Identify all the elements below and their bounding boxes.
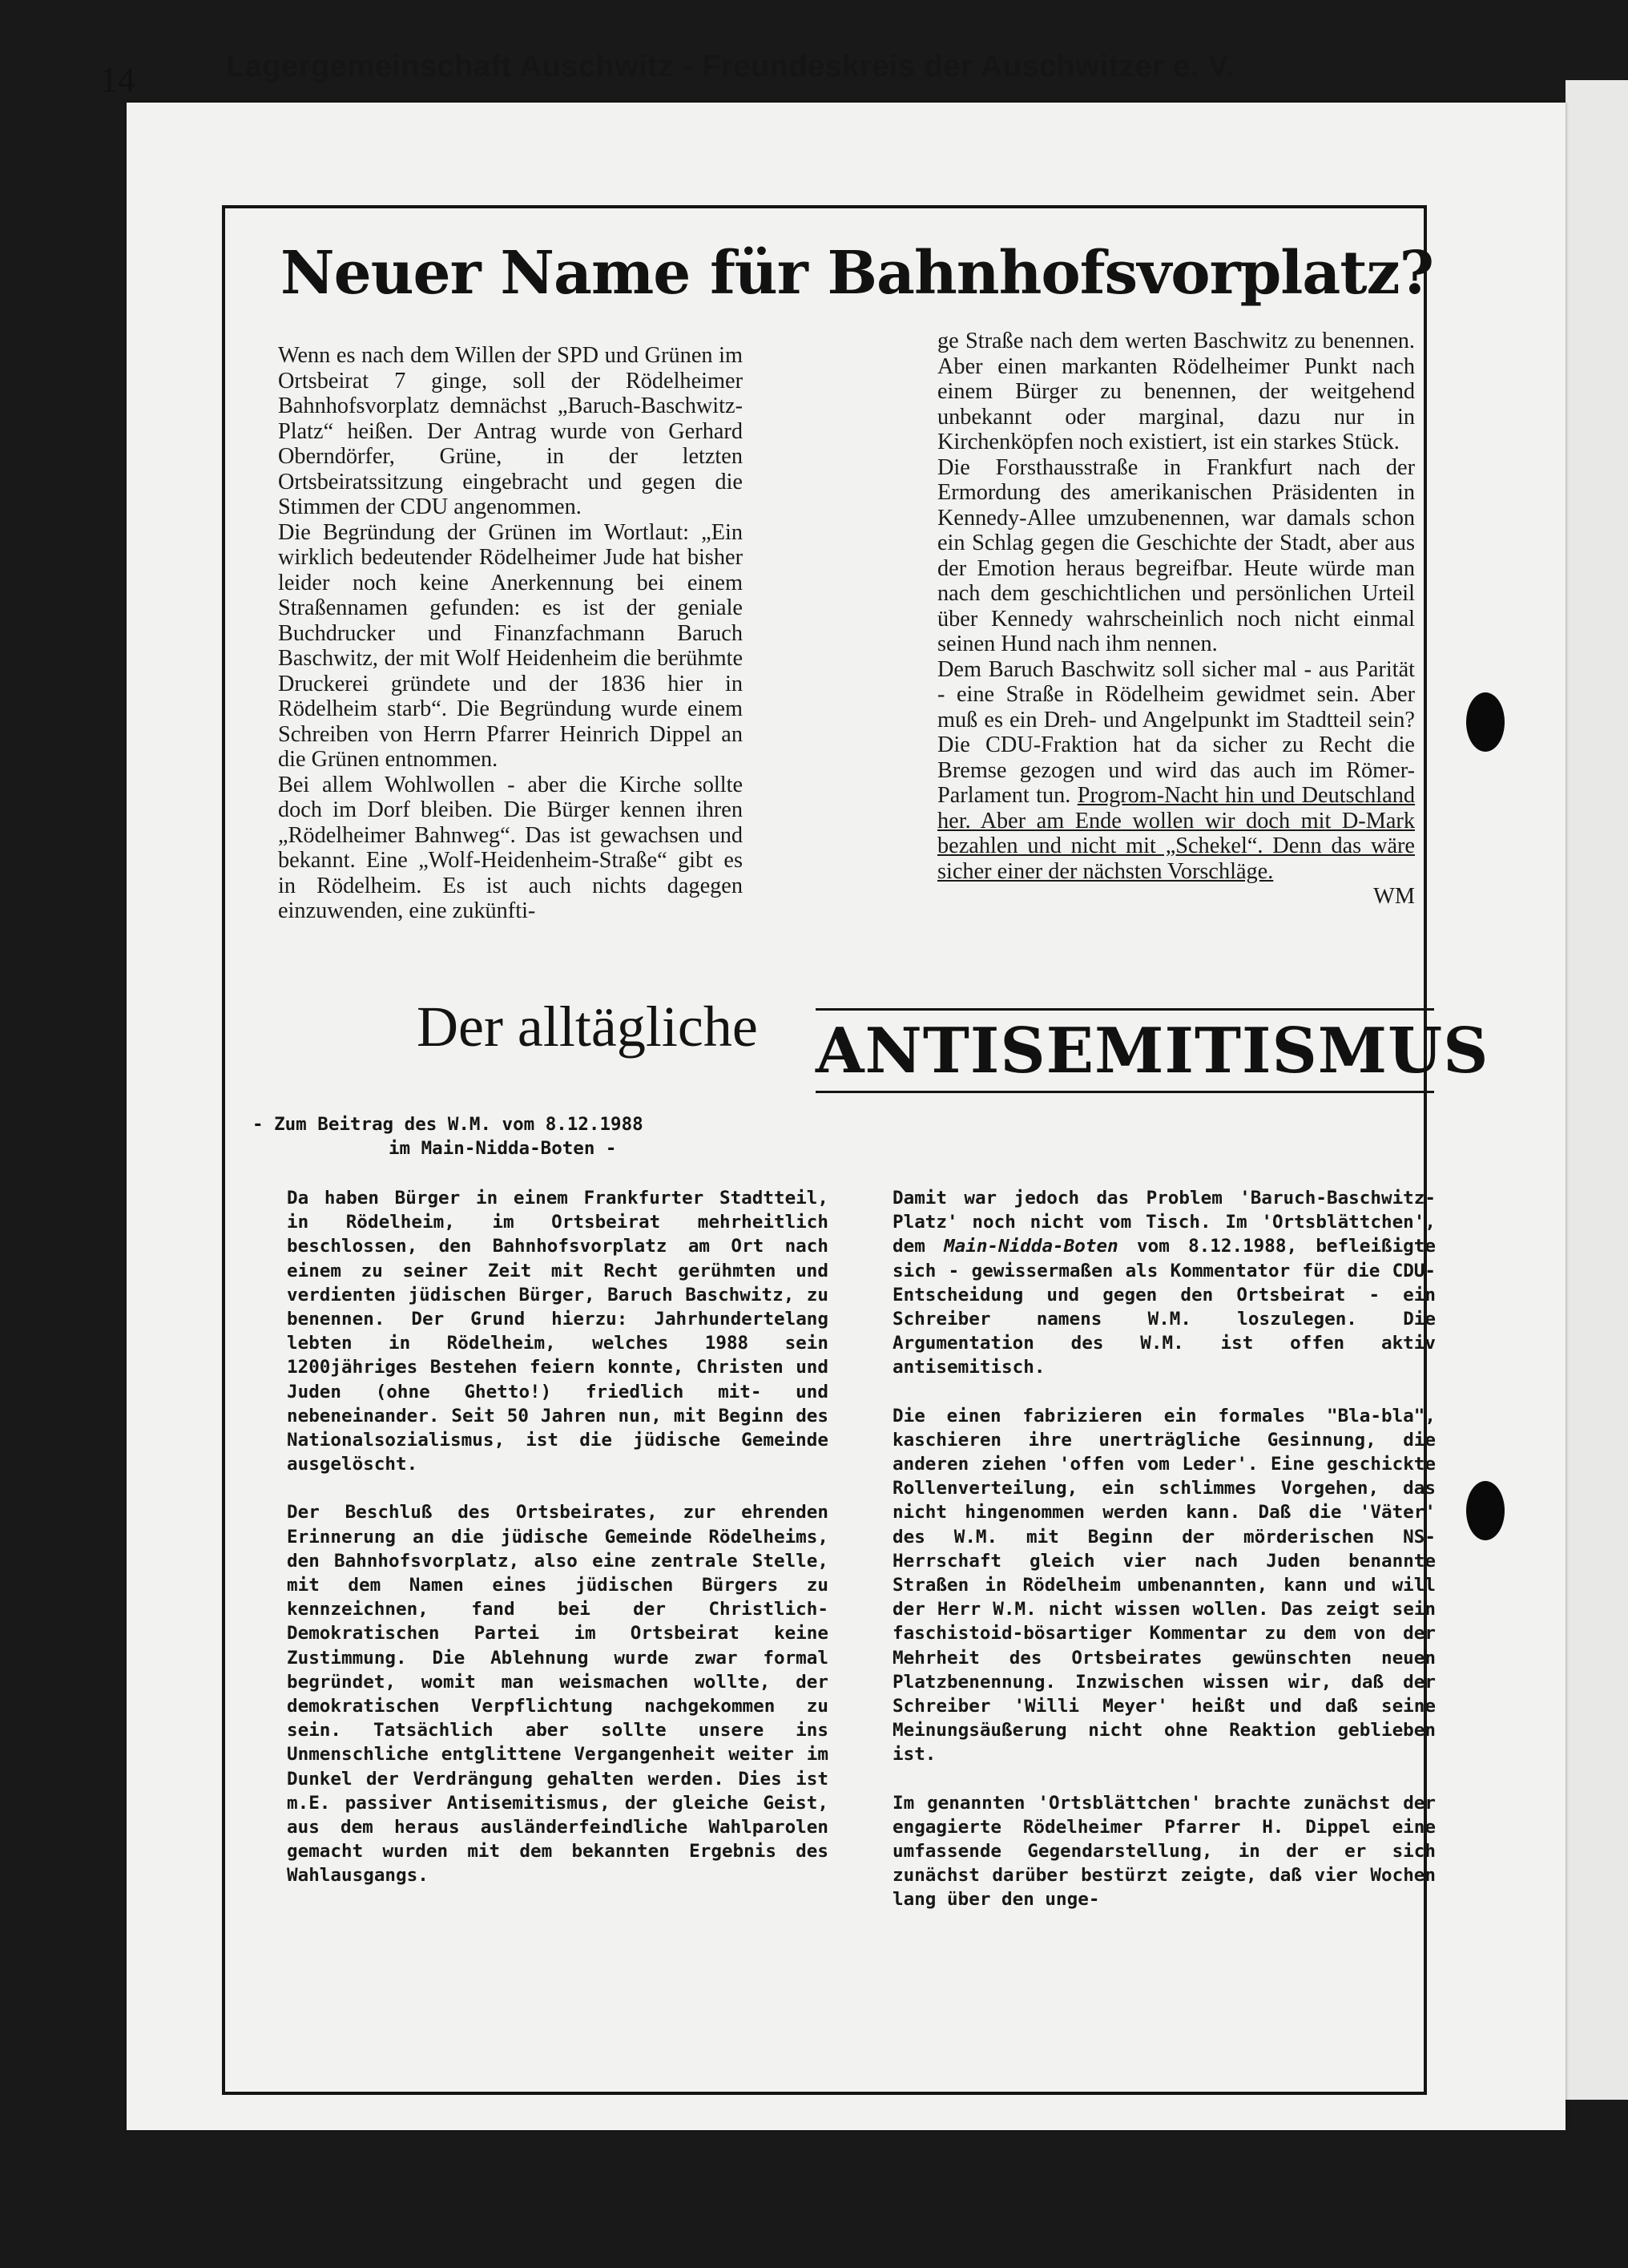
paragraph: Die Forsthausstraße in Frankfurt nach der Ermordung des amerikanischen Präsidenten in Kennedy-Allee umzubenennen, war damals schon ein Schlag gegen die Geschichte der Stadt, aber aus der Emotion heraus begreifbar. Heute würde man nach dem geschichtlichen und persönlichen Urteil über Kennedy wahrscheinlich noch nicht einmal seinen Hund nach ihm nennen. [937, 454, 1415, 656]
paragraph: ge Straße nach dem werten Baschwitz zu benennen. Aber einen markanten Rödelheimer Punkt nach einem Bürger zu benennen, der weitgehend unbekannt oder marginal, dazu nur in Kirchenköpfen noch existiert, ist ein starkes Stück. [937, 329, 1415, 454]
subheading-line: - Zum Beitrag des W.M. vom 8.12.1988 [252, 1114, 643, 1135]
page-number: 14 [100, 60, 135, 99]
paragraph: Bei allem Wohlwollen - aber die Kirche sollte doch im Dorf bleiben. Die Bürger kennen ihren „Rödelheimer Bahnweg“. Das ist gewachsen und bekannt. Eine „Wolf-Heidenheim-Straße“ gibt es in Rödelheim. Es ist auch nichts dagegen einzuwenden, eine zukünfti- [278, 772, 743, 923]
punch-hole-top [1466, 692, 1505, 752]
antisemitismus-badge [816, 1008, 1489, 1093]
article-right-column [937, 329, 1415, 910]
paragraph: Wenn es nach dem Willen der SPD und Grünen im Ortsbeirat 7 ginge, soll der Rödelheimer Bahnhofsvorplatz demnächst „Baruch-Baschwitz-Platz“ heißen. Der Antrag wurde von Gerhard Oberndörfer, Grüne, in der letzten Ortsbeiratssitzung eingebracht und gegen die Stimmen der CDU angenommen. [278, 343, 743, 519]
article-left-column [278, 343, 743, 924]
article-headline: Neuer Name für Bahnhofsvorplatz? [280, 239, 1433, 308]
subheading-line: im Main-Nidda-Boten - [389, 1138, 617, 1159]
paragraph: Da haben Bürger in einem Frankfurter Stadtteil, in Rödelheim, im Ortsbeirat mehrheitlich beschlossen, den Bahnhofsvorplatz am Ort nach einem zu seiner Zeit mit Recht gerühmten und verdienten jüdischen Bürger, Baruch Baschwitz, zu benennen. Der Grund hierzu: Jahrhundertelang lebten in Rödelheim, welches 1988 sein 1200jähriges Bestehen feiern konnte, Christen und Juden (ohne Ghetto!) friedlich mit- und nebeneinander. Seit 50 Jahren nun, mit Beginn des Nationalsozialismus, ist die jüdische Gemeinde ausgelöscht. [287, 1188, 828, 1475]
paragraph [893, 1186, 1436, 1380]
badge-text: ANTISEMITISMUS [816, 1015, 1489, 1088]
underlined-passage: Progrom-Nacht hin und Deutschland her. Aber am Ende wollen wir doch mit D-Mark bezahlen und nicht mit „Schekel“. Denn das wäre sicher einer der nächsten Vorschläge. [937, 783, 1416, 884]
publication-title: Lagergemeinschaft Auschwitz - Freundeskreis der Auschwitzer e. V. [226, 50, 1235, 83]
paragraph: Die einen fabrizieren ein formales "Bla-bla", kaschieren ihre unerträgliche Gesinnung, die anderen ziehen 'offen vom Leder'. Eine geschickte Rollenverteilung, ein schlimmes Vorgehen, das nicht hingenommen werden kann. Daß die 'Väter' des W.M. mit Beginn der mörderischen NS-Herrschaft gleich vier nach Juden benannte Straßen in Rödelheim umbenannten, kann und will der Herr W.M. nicht wissen wollen. Das zeigt sein faschistoid-bösartiger Kommentar zu dem von der Mehrheit des Ortsbeirates gewünschten neuen Platzbenennung. Inzwischen wissen wir, daß der Schreiber 'Willi Meyer' heißt und daß seine Meinungsäußerung nicht ohne Reaktion geblieben ist. [893, 1405, 1436, 1766]
page-edge [1566, 80, 1628, 2100]
newspaper-name: Main-Nidda-Boten [944, 1236, 1118, 1257]
article2-subheading [252, 1112, 861, 1160]
paragraph: Der Beschluß des Ortsbeirates, zur ehrenden Erinnerung an die jüdische Gemeinde Rödelheims, den Bahnhofsvorplatz, also eine zentrale Stelle, mit dem Namen eines jüdischen Bürgers zu kennzeichnen, fand bei der Christlich-Demokratischen Partei im Ortsbeirat keine Zustimmung. Die Ablehnung wurde zwar formal begründet, womit man weismachen wollte, der demokratischen Verpflichtung nachgekommen zu sein. Tatsächlich aber sollte unsere ins Unmenschliche entglittene Vergangenheit weiter im Dunkel der Verdrängung gehalten werden. Dies ist m.E. passiver Antisemitismus, der gleiche Geist, aus dem heraus ausländerfeindliche Wahlparolen gemacht wurden mit dem bekannten Ergebnis des Wahlausgangs. [287, 1502, 828, 1887]
signoff [937, 884, 1415, 910]
page-header [100, 50, 1414, 98]
paragraph-text: Damit war jedoch das Problem 'Baruch-Baschwitz-Platz' noch nicht vom Tisch. Im 'Ortsblättchen', dem [893, 1188, 1436, 1257]
author-initials: WM [1373, 884, 1415, 909]
article2-right-column [893, 1186, 1436, 1936]
article2-left-column [287, 1186, 828, 1912]
paragraph: Die Begründung der Grünen im Wortlaut: „Ein wirklich bedeutender Rödelheimer Jude hat bisher leider noch keine Anerkennung bei einem Straßennamen gefunden: es ist der geniale Buchdrucker und Finanzfachmann Baruch Baschwitz, der mit Wolf Heidenheim die berühmte Druckerei gründete und der 1836 hier in Rödelheim starb“. Die Begründung wurde einem Schreiben von Herrn Pfarrer Heinrich Dippel an die Grünen entnommen. [278, 519, 743, 772]
paragraph-text: Dem Baruch Baschwitz soll sicher mal - aus Parität - eine Straße in Rödelheim gewidmet sein. Aber muß es ein Dreh- und Angelpunkt im Stadtteil sein? Die CDU-Fraktion hat da sicher zu Recht die Bremse gezogen und wird das auch im Römer-Parlament tun. [937, 656, 1415, 808]
paragraph [937, 657, 1415, 885]
article2-headline: Der alltägliche [417, 995, 758, 1059]
paragraph: Im genannten 'Ortsblättchen' brachte zunächst der engagierte Rödelheimer Pfarrer H. Dippel eine umfassende Gegendarstellung, in der er sich zunächst darüber bestürzt zeigte, daß vier Wochen lang über den unge- [893, 1792, 1436, 1911]
paragraph-text: vom 8.12.1988, befleißigte sich - gewissermaßen als Kommentator für die CDU-Entscheidung und gegen den Ortsbeirat - ein Schreiber namens W.M. loszulegen. Die Argumentation des W.M. ist offen aktiv antisemitisch. [893, 1236, 1436, 1378]
punch-hole-bottom [1466, 1481, 1505, 1540]
